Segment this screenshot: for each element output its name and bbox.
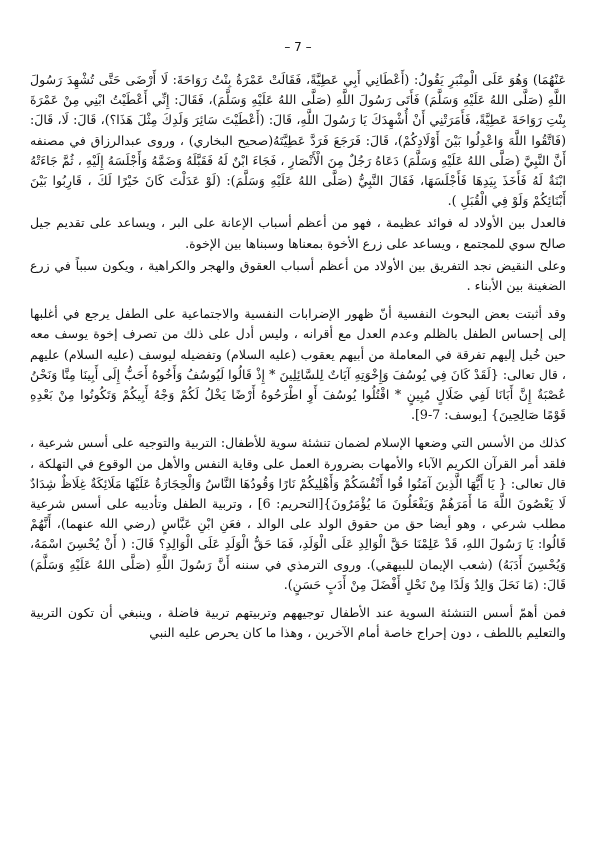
body-text: [30, 70, 566, 643]
paragraph-psychological-studies: وقد أثبتت بعض البحوث النفسية أنّ ظهور الإضرابات النفسية والاجتماعية على الطفل يرجع في أغلبها إلى إحساس الطفل بالظلم وعدم العدل مع أقرانه ، وليس أدل على ذلك من تصرف إخوة يوسف معه حين خُيل إليهم تفرقة في المعاملة من أبيهم يعقوب (عليه السلام) وتفضيله ليوسف (عليه السلام) عليهم ، قال تعالى: {لَقَدْ كَانَ فِي يُوسُفَ وَإِخْوَتِهِ آيَاتٌ لِلسَّائِلِينَ * إِذْ قَالُوا لَيُوسُفُ وَأَخُوهُ أَحَبُّ إِلَى أَبِينَا مِنَّا وَنَحْنُ عُصْبَةٌ إِنَّ أَبَانَا لَفِي ضَلَالٍ مُبِينٍ * اقْتُلُوا يُوسُفَ أَوِ اطْرَحُوهُ أَرْضًا يَخْلُ لَكُمْ وَجْهُ أَبِيكُمْ وَتَكُونُوا مِنْ بَعْدِهِ قَوْمًا صَالِحِينَ} [يوسف: 7-9].: [30, 306, 566, 423]
paragraph-foundations-education: كذلك من الأسس التي وضعها الإسلام لضمان تنشئة سوية للأطفال: التربية والتوجيه على أسس شرعية ، فلقد أمر القرآن الكريم الآباء والأمهات بضرورة العمل على وقاية النفس والأهل من الوقوع في التهلكة ، قال تعالى: { يَا أَيُّهَا الَّذِينَ آمَنُوا قُوا أَنْفُسَكُمْ وَأَهْلِيكُمْ نَارًا وَقُودُهَا النَّاسُ وَالْحِجَارَةُ عَلَيْهَا مَلَائِكَةٌ غِلَاظٌ شِدَادٌ لَا يَعْصُونَ اللَّهَ مَا أَمَرَهُمْ وَيَفْعَلُونَ مَا يُؤْمَرُونَ}[التحريم: 6] ، وتربية الطفل وتأديبه على أسس شرعية مطلب شرعي ، وهو أيضا حق من حقوق الولد على الوالد ، فعَنِ ابْنِ عَبَّاسٍ (رضي الله عنهما)، أَنَّهُمْ قَالُوا: يَا رَسُولَ اللهِ، قَدْ عَلِمْنَا حَقَّ الْوَالِدِ عَلَى الْوَلَدِ، فَمَا حَقُّ الْوَلَدِ عَلَى الْوَالِدِ؟ قَالَ: ( أَنْ يُحْسِنَ اسْمَهُ، وَيُحْسِنَ أَدَبَهُ) (شعب الإيمان للبيهقي). وروى الترمذي في سننه أَنَّ رَسُولَ اللَّهِ (صَلَّى اللهُ عَلَيْهِ وَسَلَّمَ) قَالَ: (مَا نَحَلَ وَالِدٌ وَلَدًا مِنْ نَحْلٍ أَفْضَلَ مِنْ أَدَبٍ حَسَنٍ).: [30, 435, 566, 592]
page-number: – 7 –: [284, 40, 312, 54]
paragraph-justice-benefits: فالعدل بين الأولاد له فوائد عظيمة ، فهو من أعظم أسباب الإعانة على البر ، ويساعد على تقديم جيل صالح سوي للمجتمع ، ويساعد على زرع الأخوة بمعناها وسبناها بين الإخوة.: [30, 215, 566, 251]
paragraph-upbringing: فمن أهمّ أسس التنشئة السوية عند الأطفال توجيههم وتربيتهم تربية فاضلة ، وينبغي أن تكون التربية والتعليم باللطف ، دون إحراج خاصة أمام الآخرين ، وهذا ما كان يحرص عليه النبي: [30, 605, 566, 641]
paragraph-discrimination: وعلى النقيض نجد التفريق بين الأولاد من أعظم أسباب العقوق والهجر والكراهية ، ويكون سبباً في زرع الضغينة بين الأبناء .: [30, 257, 566, 294]
paragraph-hadith-numan: عَنْهُمَا) وَهُوَ عَلَى الْمِنْبَرِ يَقُولُ: (أَعْطَانِي أَبِي عَطِيَّةً، فَقَالَتْ عَمْرَةُ بِنْتُ رَوَاحَةَ: لَا أَرْضَى حَتَّى تُشْهِدَ رَسُولَ اللَّهِ (صَلَّى اللهُ عَلَيْهِ وَسَلَّمَ) فَأَتَى رَسُولَ اللَّهِ (صَلَّى اللهُ عَلَيْهِ وَسَلَّمَ)، فَقَالَ: إِنِّي أَعْطَيْتُ ابْنِي مِنْ عَمْرَةَ بِنْتِ رَوَاحَةَ عَطِيَّةً، فَأَمَرَتْنِي أَنْ أُشْهِدَكَ يَا رَسُولَ اللَّهِ، قَالَ: (أَعْطَيْتَ سَائِرَ وَلَدِكَ مِثْلَ هَذَا؟)، قَالَ: لَا، قَالَ: (فَاتَّقُوا اللَّهَ وَاعْدِلُوا بَيْنَ أَوْلَادِكُمْ)، قَالَ: فَرَجَعَ فَرَدَّ عَطِيَّتَهُ(صحيح البخاري) ، وروى عبدالرزاق في مصنفه أَنَّ النَّبِيَّ (صَلَّى اللهُ عَلَيْهِ وَسَلَّمَ) دَعَاهُ رَجُلٌ مِنَ الْأَنْصَارِ ، فَجَاءَ ابْنٌ لَهُ فَقَبَّلَهُ وَضَمَّهُ وَأَجْلَسَهُ إِلَيْهِ ، ثُمَّ جَاءَتْهُ ابْنَةٌ لَهُ فَأَخَذَ بِيَدِهَا فَأَجْلَسَهَا، فَقَالَ النَّبِيُّ (صَلَّى اللهُ عَلَيْهِ وَسَلَّمَ): (لَوْ عَدَلْتَ كَانَ خَيْرًا لَكَ ، قَارِبُوا بَيْنَ أَبْنَائِكُمْ وَلَوْ فِي الْقُبَلِ ).: [30, 72, 566, 209]
